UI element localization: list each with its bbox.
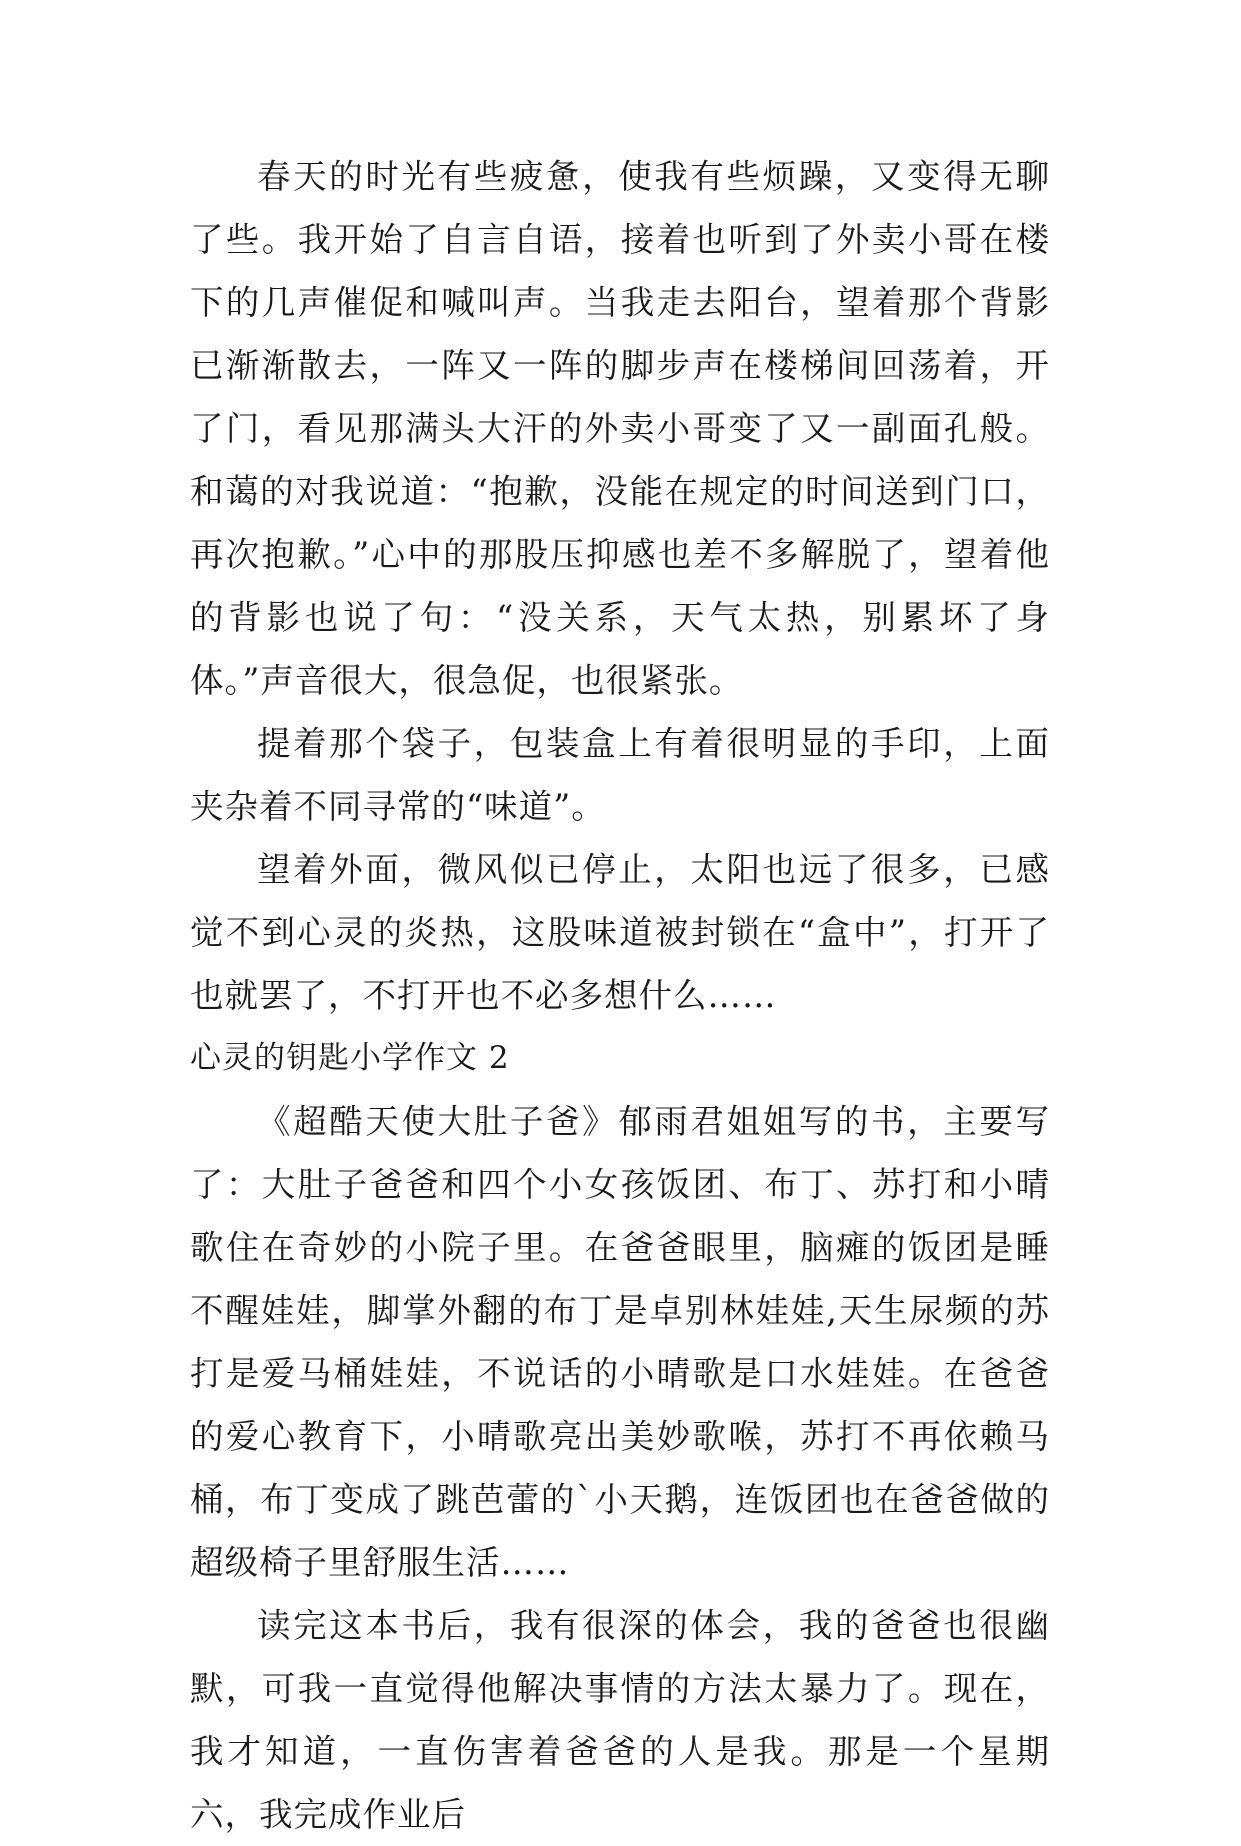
paragraph-2: 提着那个袋子，包装盒上有着很明显的手印，上面夹杂着不同寻常的“味道”。 <box>190 724 1050 826</box>
paragraph-1: 春天的时光有些疲惫，使我有些烦躁，又变得无聊了些。我开始了自言自语，接着也听到了外卖小哥在楼下的几声催促和喊叫声。当我走去阳台，望着那个背影已渐渐散去，一阵又一阵的脚步声在楼梯间回荡着，开了门，看见那满头大汗的外卖小哥变了又一副面孔般。和蔼的对我说道：“抱歉，没能在规定的时间送到门口，再次抱歉。”心中的那股压抑感也差不多解脱了，望着他的背影也说了句：“没关系，天气太热，别累坏了身体。”声音很大，很急促，也很紧张。 <box>190 157 1050 700</box>
paragraph-5: 读完这本书后，我有很深的体会，我的爸爸也很幽默，可我一直觉得他解决事情的方法太暴力了。现在，我才知道，一直伤害着爸爸的人是我。那是一个星期六，我完成作业后 <box>190 1606 1050 1834</box>
document-body <box>190 145 1050 1846</box>
paragraph-4: 《超酷天使大肚子爸》郁雨君姐姐写的书，主要写了：大肚子爸爸和四个小女孩饭团、布丁、苏打和小晴歌住在奇妙的小院子里。在爸爸眼里，脑瘫的饭团是睡不醒娃娃，脚掌外翻的布丁是卓别林娃娃,天生尿频的苏打是爱马桶娃娃，不说话的小晴歌是口水娃娃。在爸爸的爱心教育下，小晴歌亮出美妙歌喉，苏打不再依赖马桶，布丁变成了跳芭蕾的`小天鹅，连饭团也在爸爸做的超级椅子里舒服生活…… <box>190 1102 1050 1582</box>
section-heading: 心灵的钥匙小学作文 2 <box>190 1040 510 1076</box>
paragraph-3: 望着外面，微风似已停止，太阳也远了很多，已感觉不到心灵的炎热，这股味道被封锁在“盒中”，打开了也就罢了，不打开也不必多想什么…… <box>190 850 1050 1015</box>
